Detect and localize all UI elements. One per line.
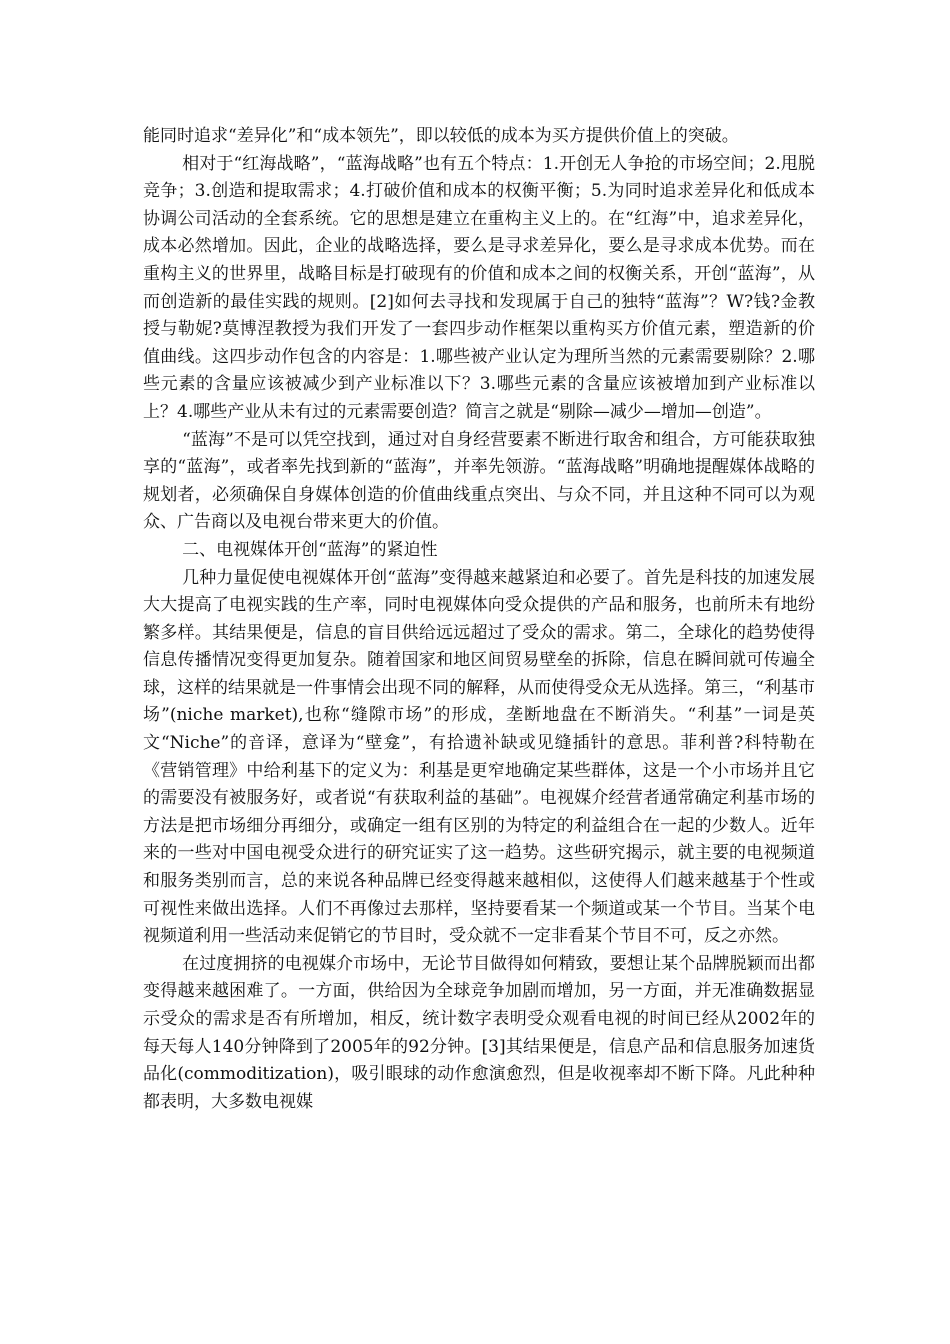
paragraph-continuation: 能同时追求“差异化”和“成本领先”，即以较低的成本为买方提供价值上的突破。	[143, 126, 739, 146]
paragraph-urgency-forces: 几种力量促使电视媒体开创“蓝海”变得越来越紧迫和必要了。首先是科技的加速发展大大提高了电视实践的生产率，同时电视媒体向受众提供的产品和服务，也前所未有地纷繁多样。其结果便是，信息的盲目供给远远超过了受众的需求。第二，全球化的趋势使得信息传播情况变得更加复杂。随着国家和地区间贸易壁垒的拆除，信息在瞬间就可传遍全球，这样的结果就是一件事情会出现不同的解释，从而使得受众无从选择。第三，“利基市场”(niche market),也称“缝隙市场”的形成，垄断地盘在不断消失。“利基”一词是英文“Niche”的音译，意译为“壁龛”，有拾遗补缺或见缝插针的意思。菲利普?科特勒在《营销管理》中给利基下的定义为：利基是更窄地确定某些群体，这是一个小市场并且它的需要没有被服务好，或者说“有获取利益的基础”。电视媒介经营者通常确定利基市场的方法是把市场细分再细分，或确定一组有区别的为特定的利益组合在一起的少数人。近年来的一些对中国电视受众进行的研究证实了这一趋势。这些研究揭示，就主要的电视频道和服务类别而言，总的来说各种品牌已经变得越来越相似，这使得人们越来越基于个性或可视性来做出选择。人们不再像过去那样，坚持要看某一个频道或某一个节目。当某个电视频道利用一些活动来促销它的节目时，受众就不一定非看某个节目不可，反之亦然。	[143, 567, 815, 947]
document-body	[143, 123, 815, 1116]
paragraph-crowded-market: 在过度拥挤的电视媒介市场中，无论节目做得如何精致，要想让某个品牌脱颖而出都变得越来越困难了。一方面，供给因为全球竞争加剧而增加，另一方面，并无准确数据显示受众的需求是否有所增加，相反，统计数字表明受众观看电视的时间已经从2002年的每天每人140分钟降到了2005年的92分钟。[3]其结果便是，信息产品和信息服务加速货品化(commoditization)，吸引眼球的动作愈演愈烈，但是收视率却不断下降。凡此种种都表明，大多数电视媒	[143, 953, 815, 1112]
paragraph-blue-ocean-discovery: “蓝海”不是可以凭空找到，通过对自身经营要素不断进行取舍和组合，方可能获取独享的“蓝海”，或者率先找到新的“蓝海”，并率先领游。“蓝海战略”明确地提醒媒体战略的规划者，必须确保自身媒体创造的价值曲线重点突出、与众不同，并且这种不同可以为观众、广告商以及电视台带来更大的价值。	[143, 429, 815, 533]
section-heading: 二、电视媒体开创“蓝海”的紧迫性	[182, 539, 438, 560]
paragraph-blue-ocean-features: 相对于“红海战略”，“蓝海战略”也有五个特点：1.开创无人争抢的市场空间；2.甩脱竞争；3.创造和提取需求；4.打破价值和成本的权衡平衡；5.为同时追求差异化和低成本协调公司活动的全套系统。它的思想是建立在重构主义上的。在“红海”中，追求差异化，成本必然增加。因此，企业的战略选择，要么是寻求差异化，要么是寻求成本优势。而在重构主义的世界里，战略目标是打破现有的价值和成本之间的权衡关系，开创“蓝海”，从而创造新的最佳实践的规则。[2]如何去寻找和发现属于自己的独特“蓝海”？W?钱?金教授与勒妮?莫博涅教授为我们开发了一套四步动作框架以重构买方价值元素，塑造新的价值曲线。这四步动作包含的内容是：1.哪些被产业认定为理所当然的元素需要剔除？2.哪些元素的含量应该被减少到产业标准以下？3.哪些元素的含量应该被增加到产业标准以上？4.哪些产业从未有过的元素需要创造？简言之就是“剔除—减少—增加—创造”。	[143, 153, 815, 422]
